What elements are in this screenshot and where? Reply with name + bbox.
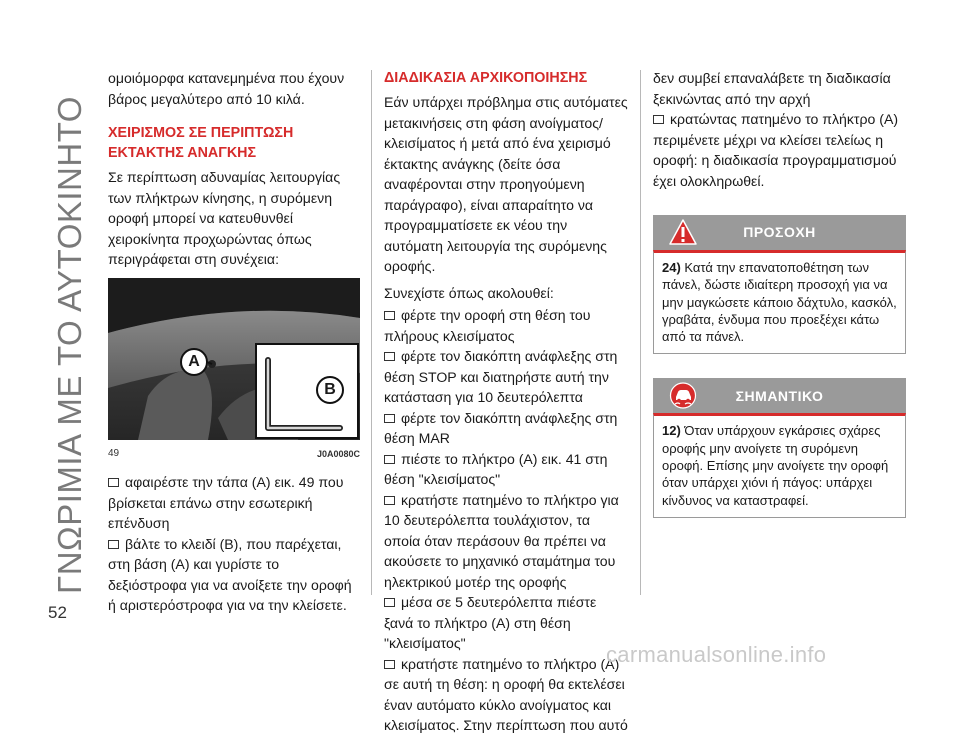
side-title-text: ΓΝΩΡΙΜΙΑ ΜΕ ΤΟ ΑΥΤΟΚΙΝΗΤΟ <box>51 96 88 594</box>
important-text: Όταν υπάρχουν εγκάρσιες σχάρες οροφής μην ανοίγετε τη συρόμενη οροφή. Επίσης μην ανοίγετε την οροφή όταν υπάρχει χιόνι ή πάγος: υπάρχει κίνδυνος να καταστραφεί. <box>662 423 889 508</box>
col3-intro: δεν συμβεί επαναλάβετε τη διαδικασία ξεκινώντας από την αρχή <box>653 70 891 107</box>
col1-intro: ομοιόμορφα κατανεμημένα που έχουν βάρος μεγαλύτερο από 10 κιλά. <box>108 70 345 107</box>
warning-bar <box>653 215 906 250</box>
figure-label-b: B <box>324 380 336 398</box>
list-item: φέρτε την οροφή στη θέση του πλήρους κλεισίματος <box>384 307 591 344</box>
bullet-box-icon <box>384 311 395 320</box>
important-title: ΣΗΜΑΝΤΙΚΟ <box>735 387 824 404</box>
list-item: μέσα σε 5 δευτερόλεπτα πιέστε ξανά το πλήκτρο (A) στη θέση "κλεισίματος" <box>384 594 597 651</box>
figure-code: J0A0080C <box>316 448 360 459</box>
important-notice <box>653 378 906 517</box>
bullet-box-icon <box>384 598 395 607</box>
warning-title: ΠΡΟΣΟΧΗ <box>743 224 816 241</box>
col1-para: Σε περίπτωση αδυναμίας λειτουργίας των πλήκτρων κίνησης, η συρόμενη οροφή μπορεί να κατευθυνθεί χειροκίνητα προχωρώντας όπως περιγράφεται στη συνέχεια: <box>108 169 341 267</box>
warning-triangle-icon <box>669 219 697 246</box>
col2-continue: Συνεχίστε όπως ακολουθεί: <box>384 284 554 301</box>
list-item: βάλτε το κλειδί (B), που παρέχεται, στη βάση (A) και γυρίστε το δεξιόστροφα για να ανοίξετε την οροφή ή αριστερόστροφα για να την κλείσετε. <box>108 535 352 613</box>
column-2 <box>384 68 628 736</box>
col1-heading: ΧΕΙΡΙΣΜΟΣ ΣΕ ΠΕΡΙΠΤΩΣΗ ΕΚΤΑΚΤΗΣ ΑΝΑΓΚΗΣ <box>108 125 294 161</box>
important-box <box>653 413 906 517</box>
bullet-box-icon <box>108 540 119 549</box>
list-item: φέρτε τον διακόπτη ανάφλεξης στη θέση MAR <box>384 409 618 446</box>
figure-caption <box>108 444 360 465</box>
bullet-box-icon <box>108 478 119 487</box>
col2-heading: ΔΙΑΔΙΚΑΣΙΑ ΑΡΧΙΚΟΠΟΙΗΣΗΣ <box>384 70 588 86</box>
list-item: αφαιρέστε την τάπα (A) εικ. 49 που βρίσκεται επάνω στην εσωτερική επένδυση <box>108 474 344 531</box>
side-title <box>44 75 96 615</box>
warning-text: Κατά την επανατοποθέτηση των πάνελ, δώστε ιδιαίτερη προσοχή για να μην μαγκώσετε κάποιο δάχτυλο, κασκόλ, γραβάτα, ένδυμα που προεξέχει κάτω από τα πάνελ. <box>662 260 897 345</box>
sunroof-illustration <box>108 278 360 440</box>
bullet-box-icon <box>384 352 395 361</box>
important-bar <box>653 378 906 413</box>
list-item: πιέστε το πλήκτρο (A) εικ. 41 στη θέση "κλεισίματος" <box>384 450 608 487</box>
bullet-box-icon <box>384 455 395 464</box>
column-divider <box>640 70 641 595</box>
page-number: 52 <box>48 603 67 622</box>
bullet-box-icon <box>384 660 395 669</box>
bullet-box-icon <box>384 414 395 423</box>
column-1 <box>108 68 360 616</box>
car-skid-icon <box>669 382 697 409</box>
list-item: κρατήστε πατημένο το πλήκτρο για 10 δευτερόλεπτα τουλάχιστον, τα οποία όταν περάσουν θα πρέπει να ακούσετε το μηχανικό σταμάτημα του ηλεκτρικού μοτέρ της οροφής <box>384 491 619 590</box>
col2-para: Εάν υπάρχει πρόβλημα στις αυτόματες μετακινήσεις στη φάση ανοίγματος/κλεισίματος ή μετά από ένα χειρισμό έκτακτης ανάγκης (δείτε όσα αναφέρονται στην προηγούμενη παράγραφο), είναι απαραίτητο να προγραμματίσετε εκ νέου την αυτόματη λειτουργία της συρόμενης οροφής. <box>384 94 628 274</box>
figure-number: 49 <box>108 447 120 459</box>
figure-label-a: A <box>188 352 200 370</box>
bullet-box-icon <box>653 115 664 124</box>
column-3 <box>653 68 906 518</box>
figure-49 <box>108 278 360 440</box>
col3-bullets <box>653 109 906 191</box>
col1-bullets <box>108 472 360 616</box>
warning-box <box>653 250 906 354</box>
list-item: φέρτε τον διακόπτη ανάφλεξης στη θέση STOP και διατηρήστε αυτή την κατάσταση για 10 δευτερόλεπτα <box>384 348 618 405</box>
important-number: 12) <box>662 423 681 439</box>
warning-notice <box>653 215 906 354</box>
col2-bullets <box>384 305 628 736</box>
list-item: κρατήστε πατημένο το πλήκτρο (A) σε αυτή τη θέση: η οροφή θα εκτελέσει έναν αυτόματο κύκλο ανοίγματος και κλεισίματος. Στην περίπτωση που αυτό <box>384 655 628 733</box>
column-divider <box>371 70 372 595</box>
list-item: κρατώντας πατημένο το πλήκτρο (A) περιμένετε μέχρι να κλείσει τελείως η οροφή: η διαδικασία προγραμματισμού έχει ολοκληρωθεί. <box>653 111 899 189</box>
bullet-box-icon <box>384 496 395 505</box>
watermark: carmanualsonline.info <box>606 642 827 667</box>
warning-number: 24) <box>662 260 681 275</box>
